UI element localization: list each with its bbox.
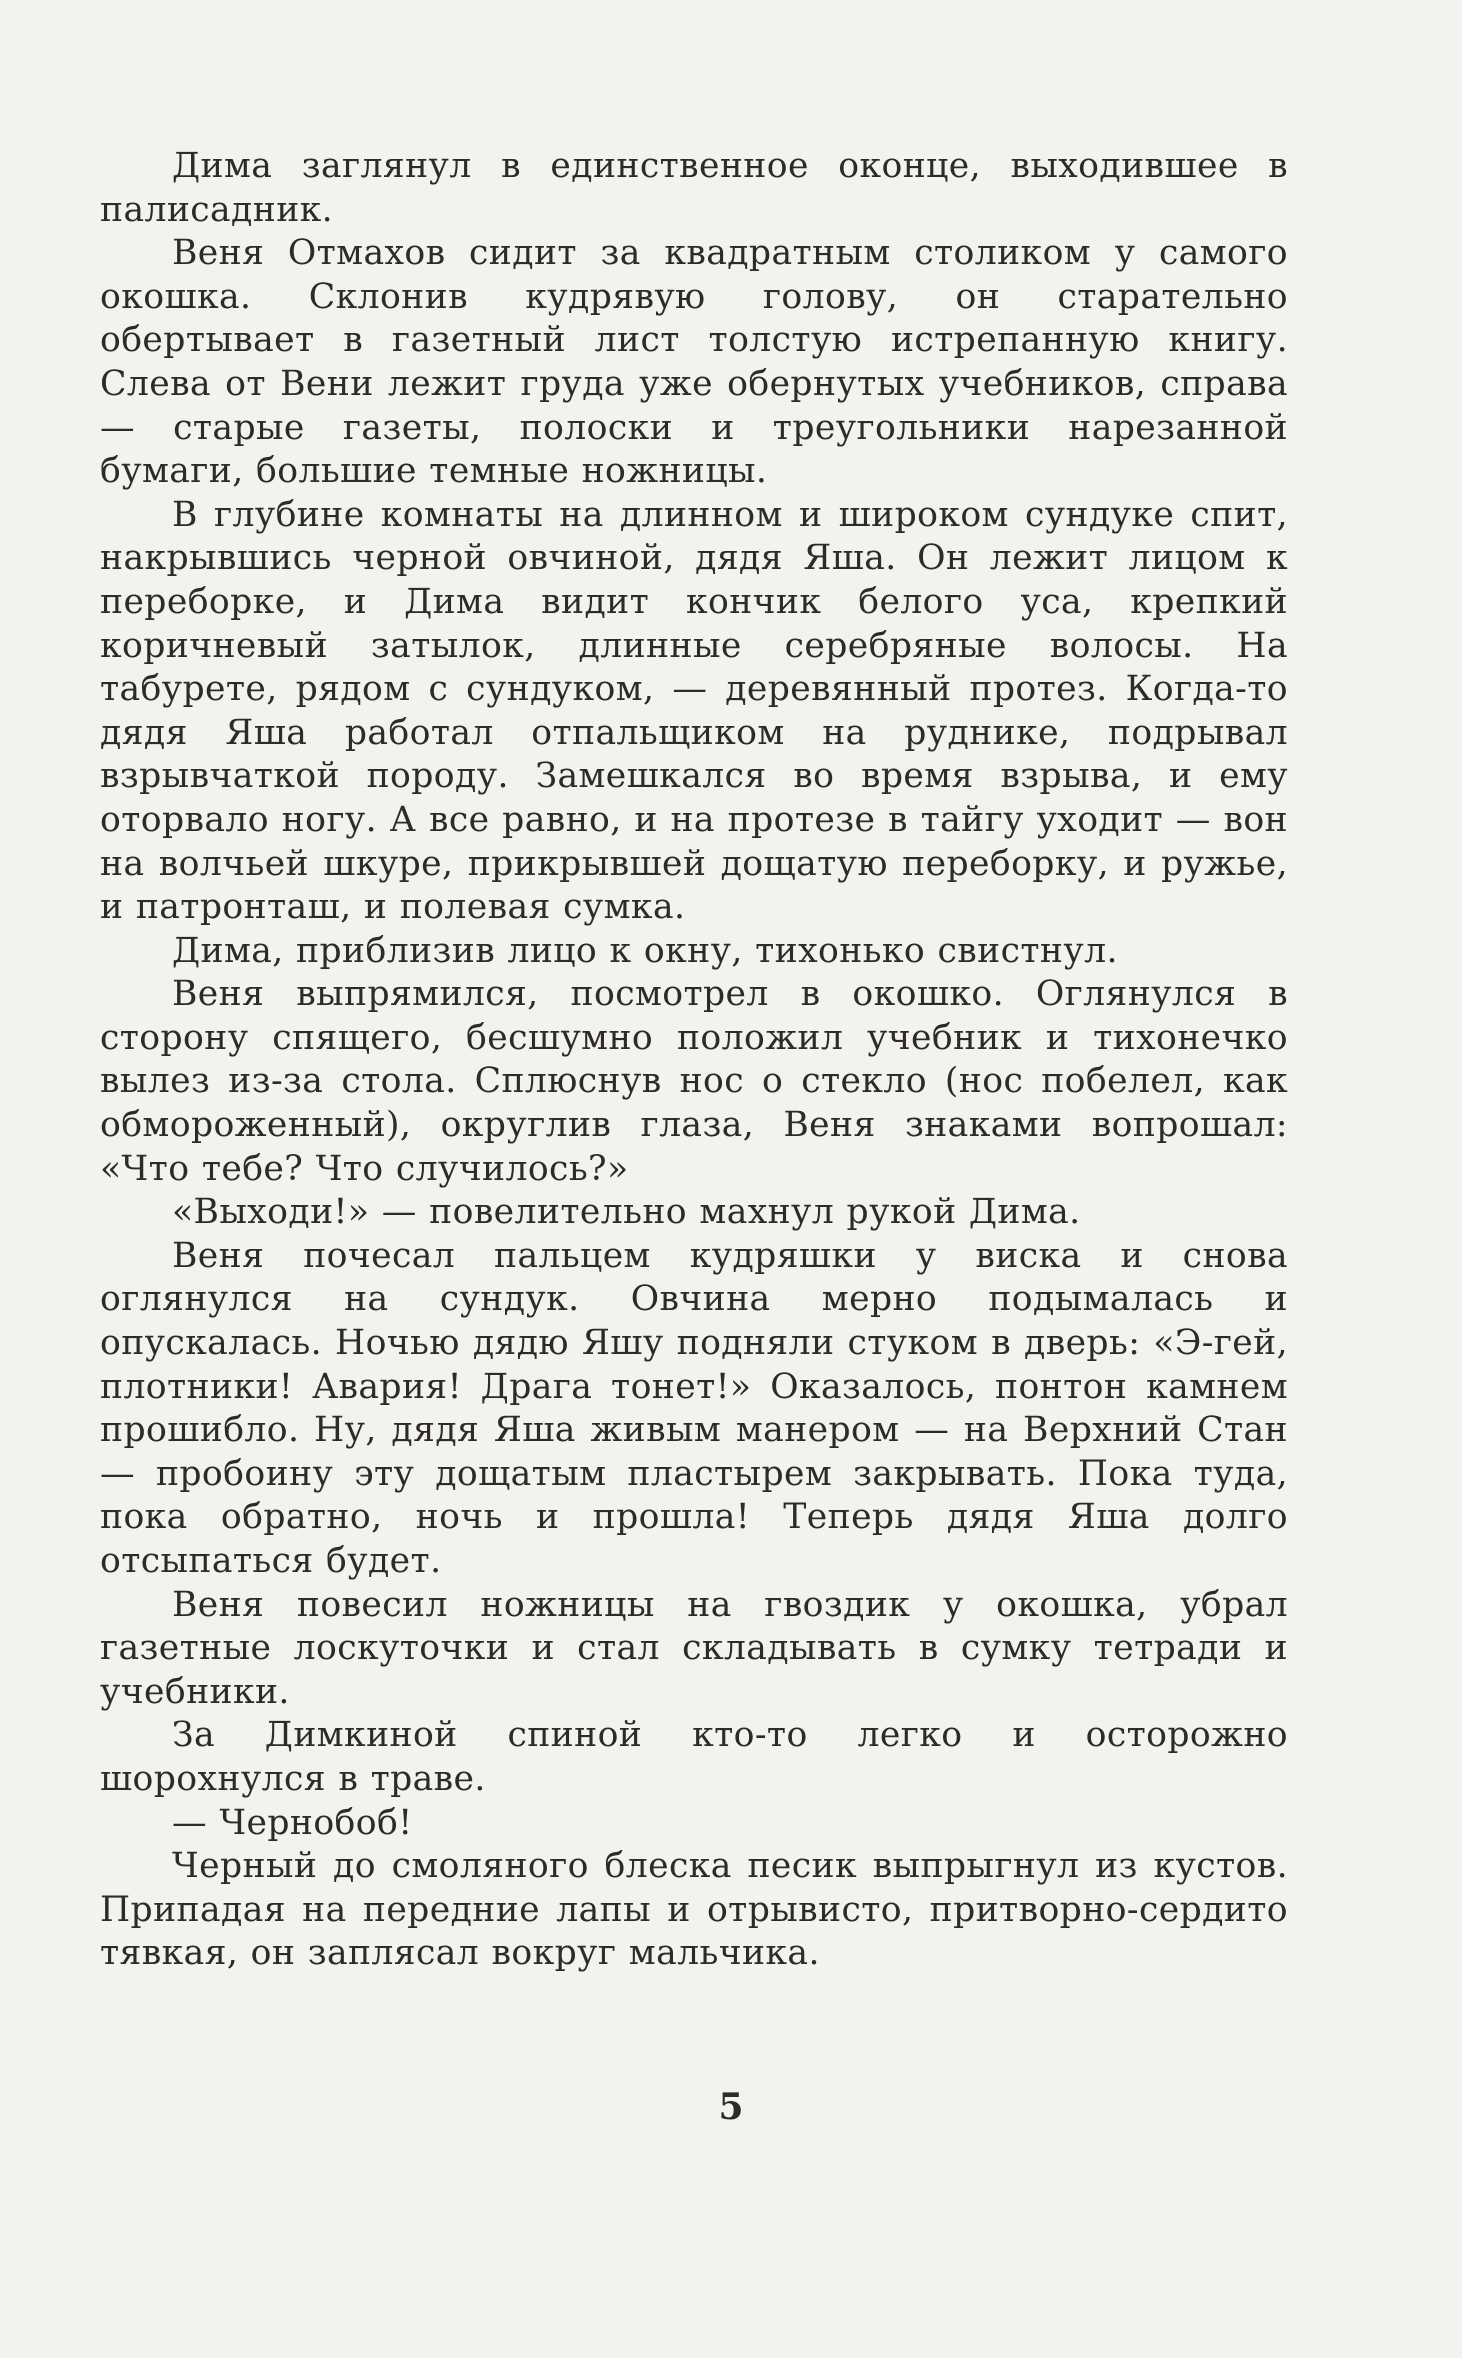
paragraph: Дима, приблизив лицо к окну, тихонько свистнул.	[172, 930, 1118, 971]
paragraph: Веня почесал пальцем кудряшки у виска и снова оглянулся на сундук. Овчина мерно подымалась и опускалась. Ночью дядю Яшу подняли стуком в дверь: «Э-гей, плотники! Авария! Драга тонет!» Оказалось, понтон камнем прошибло. Ну, дядя Яша живым манером — на Верхний Стан — пробоину эту дощатым пластырем закрывать. Пока туда, пока обратно, ночь и прошла! Теперь дядя Яша долго отсыпаться будет.	[100, 1235, 1288, 1581]
paragraph: Веня повесил ножницы на гвоздик у окошка, убрал газетные лоскуточки и стал складывать в сумку тетради и учебники.	[100, 1584, 1288, 1712]
paragraph: За Димкиной спиной кто-то легко и осторожно шорохнулся в траве.	[100, 1715, 1288, 1799]
paragraph: Дима заглянул в единственное оконце, выходившее в палисадник.	[100, 146, 1288, 230]
paragraph: В глубине комнаты на длинном и широком сундуке спит, накрывшись черной овчиной, дядя Яша. Он лежит лицом к переборке, и Дима видит кончик белого уса, крепкий коричневый затылок, длинные серебряные волосы. На табурете, рядом с сундуком, — деревянный протез. Когда-то дядя Яша работал отпальщиком на руднике, подрывал взрывчаткой породу. Замешкался во время взрыва, и ему оторвало ногу. А все равно, и на протезе в тайгу уходит — вон на волчьей шкуре, прикрывшей дощатую переборку, и ружье, и патронташ, и полевая сумка.	[100, 494, 1288, 928]
page-number: 5	[718, 2086, 744, 2128]
paragraph: Веня Отмахов сидит за квадратным столиком у самого окошка. Склонив кудрявую голову, он старательно обертывает в газетный лист толстую истрепанную книгу. Слева от Вени лежит груда уже обернутых учебников, справа — старые газеты, полоски и треугольники нарезанной бумаги, большие темные ножницы.	[100, 233, 1288, 492]
paragraph: Черный до смоляного блеска песик выпрыгнул из кустов. Припадая на передние лапы и отрывисто, притворно-сердито тявкая, он заплясал вокруг мальчика.	[100, 1846, 1288, 1974]
paragraph: Веня выпрямился, посмотрел в окошко. Оглянулся в сторону спящего, бесшумно положил учебник и тихонечко вылез из-за стола. Сплюснув нос о стекло (нос побелел, как обмороженный), округлив глаза, Веня знаками вопрошал: «Что тебе? Что случилось?»	[100, 974, 1288, 1189]
paragraph: «Выходи!» — повелительно махнул рукой Дима.	[172, 1192, 1081, 1233]
text-block	[100, 145, 1288, 1976]
paragraph: — Чернобоб!	[172, 1802, 413, 1843]
